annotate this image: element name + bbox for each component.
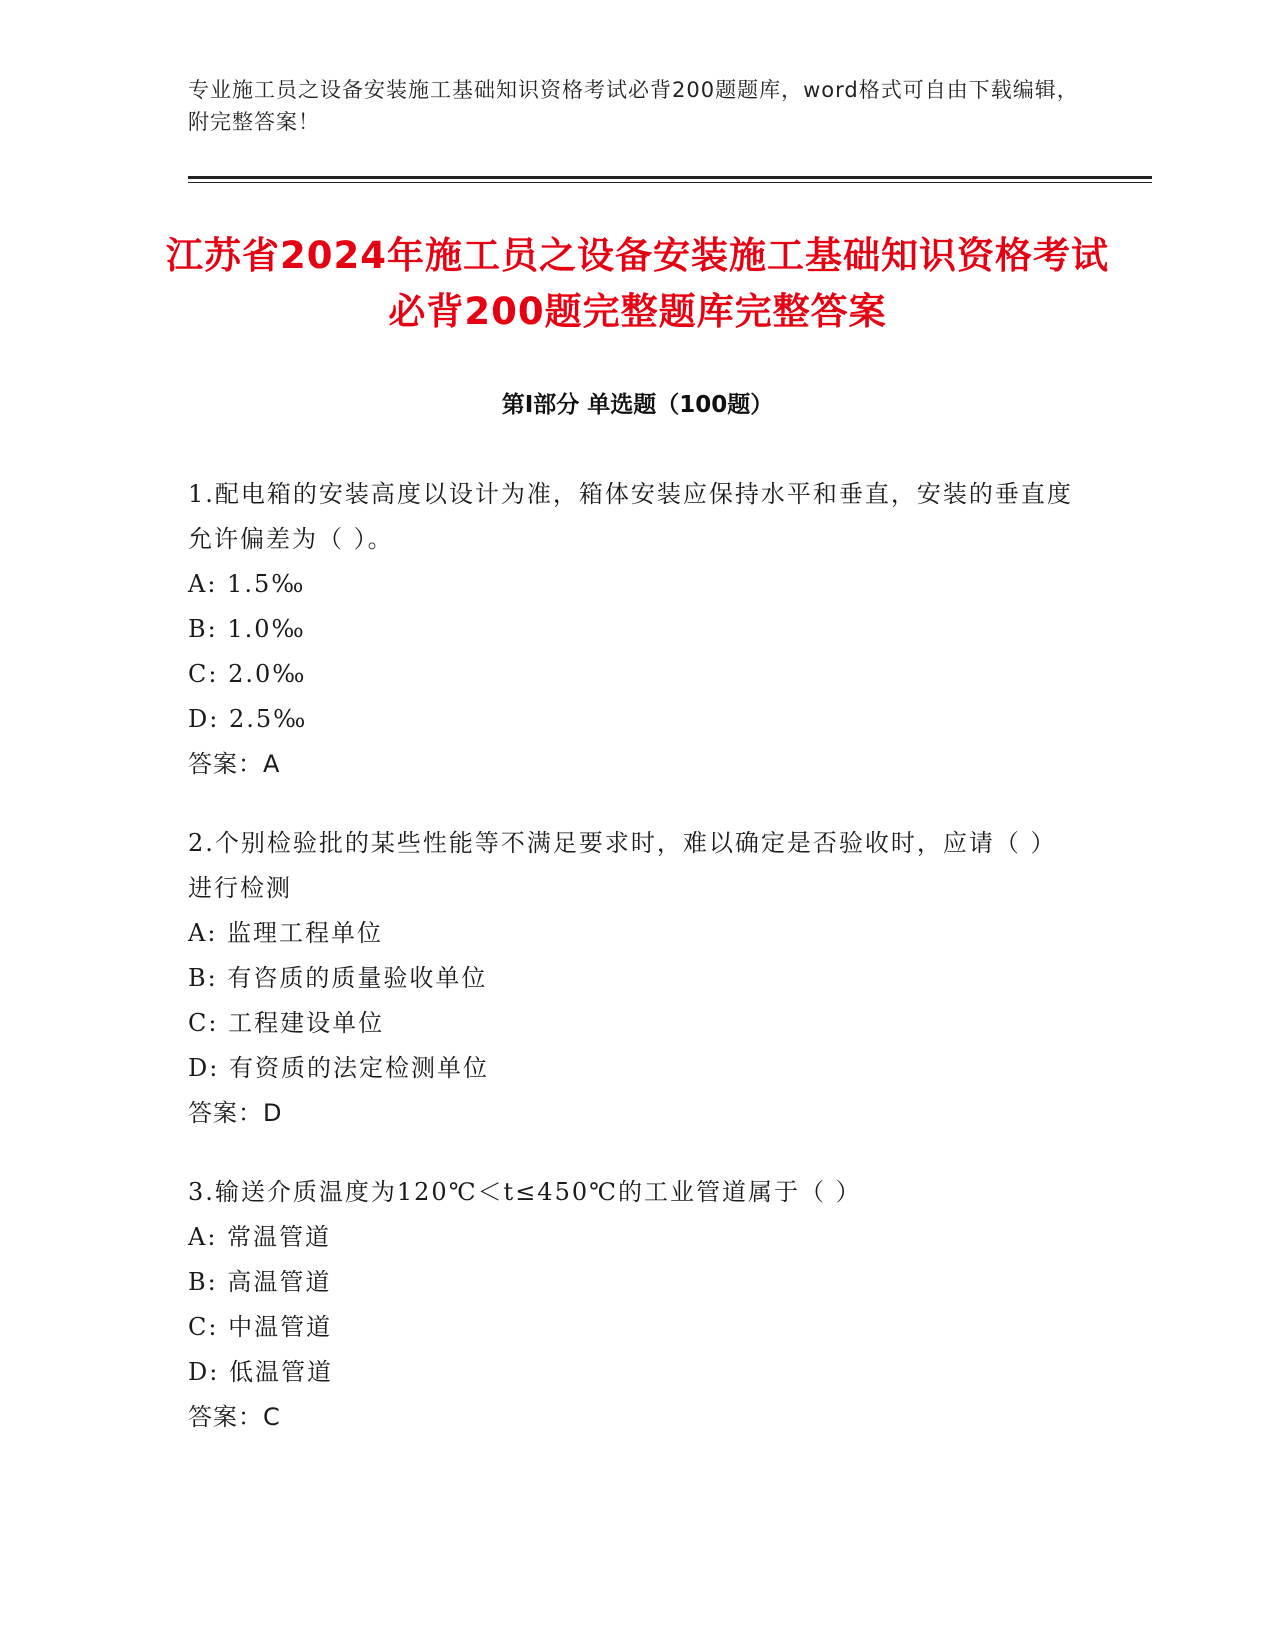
option-a: A: 常温管道	[188, 1223, 332, 1251]
question-1	[188, 472, 1078, 787]
option-a: A: 监理工程单位	[188, 919, 384, 947]
option-a: A: 1.5‰	[188, 570, 306, 598]
question-stem: 2.个别检验批的某些性能等不满足要求时，难以确定是否验收时，应请（ ）进行检测	[188, 829, 1057, 902]
question-list	[188, 472, 1078, 1474]
question-2	[188, 821, 1078, 1136]
option-c: C: 2.0‰	[188, 660, 307, 688]
option-d: D: 有资质的法定检测单位	[188, 1054, 489, 1082]
option-b: B: 有咨质的质量验收单位	[188, 964, 488, 992]
question-stem: 3.输送介质温度为120℃＜t≤450℃的工业管道属于（ ）	[188, 1178, 862, 1206]
option-c: C: 中温管道	[188, 1313, 333, 1341]
document-title: 江苏省2024年施工员之设备安装施工基础知识资格考试必背200题完整题库完整答案	[166, 234, 1109, 333]
question-3	[188, 1170, 1078, 1440]
header-rule-thin	[188, 182, 1152, 183]
header-rule-thick	[188, 176, 1152, 179]
header-note: 专业施工员之设备安装施工基础知识资格考试必背200题题库，word格式可自由下载编辑，附完整答案！	[188, 78, 1079, 134]
option-c: C: 工程建设单位	[188, 1009, 385, 1037]
answer: 答案：A	[188, 750, 281, 778]
option-b: B: 1.0‰	[188, 615, 306, 643]
answer: 答案：D	[188, 1099, 283, 1127]
section-heading: 第Ⅰ部分 单选题（100题）	[501, 392, 774, 418]
answer: 答案：C	[188, 1403, 281, 1431]
option-d: D: 低温管道	[188, 1358, 333, 1386]
option-b: B: 高温管道	[188, 1268, 332, 1296]
option-d: D: 2.5‰	[188, 705, 308, 733]
question-stem: 1.配电箱的安装高度以设计为准，箱体安装应保持水平和垂直，安装的垂直度允许偏差为（ ）。	[188, 480, 1073, 553]
